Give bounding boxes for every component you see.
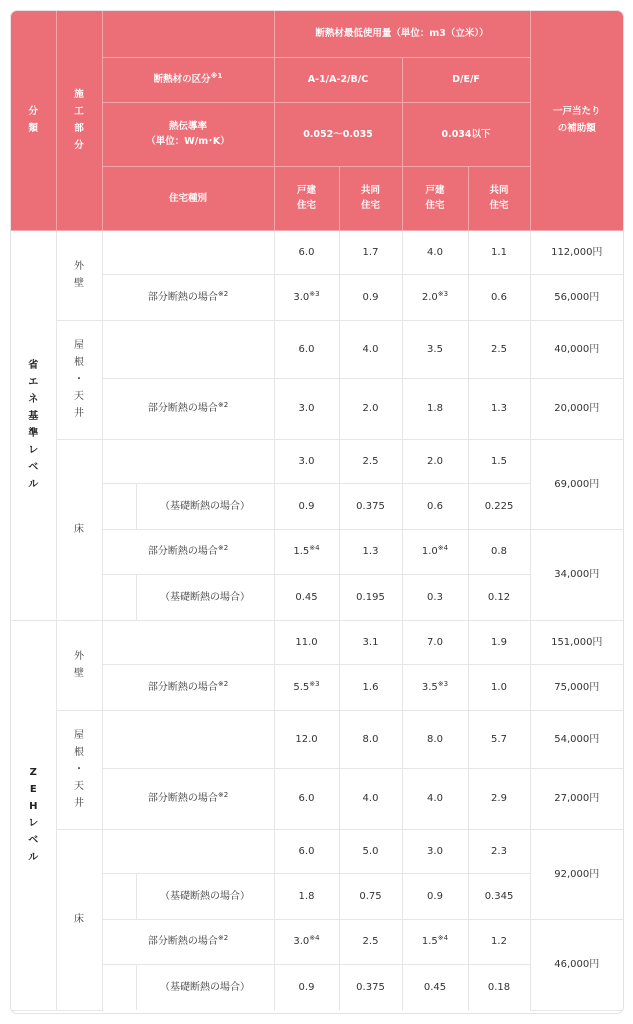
value-cell: 2.0 bbox=[402, 439, 468, 483]
type-d-header: D/E/F bbox=[402, 57, 530, 102]
blank-cell bbox=[102, 574, 136, 620]
partial-insulation-label: 部分断熱の場合$^{※2}$ bbox=[102, 919, 274, 964]
cond-a-value: 0.052〜0.035 bbox=[274, 102, 402, 166]
detached-d-header: 戸建住宅 bbox=[402, 166, 468, 230]
part-floor-label: 床 bbox=[56, 829, 102, 1010]
partial-insulation-label: 部分断熱の場合$^{※2}$ bbox=[102, 274, 274, 320]
value-cell: 6.0 bbox=[274, 768, 339, 829]
value-cell: 5.5$^{※3}$ bbox=[274, 664, 339, 710]
blank-cell bbox=[102, 829, 274, 873]
value-cell: 0.3 bbox=[402, 574, 468, 620]
value-cell: 1.3 bbox=[468, 378, 530, 439]
value-cell: 2.0$^{※3}$ bbox=[402, 274, 468, 320]
table-row bbox=[11, 230, 623, 274]
conductivity-header: 熱伝導率 （単位：W/m･K） bbox=[102, 102, 274, 166]
value-cell: 0.9 bbox=[402, 873, 468, 919]
value-cell: 4.0 bbox=[402, 230, 468, 274]
value-cell: 8.0 bbox=[402, 710, 468, 768]
subsidy-amount: 151,000円 bbox=[530, 620, 623, 664]
value-cell: 1.2 bbox=[468, 919, 530, 964]
value-cell: 12.0 bbox=[274, 710, 339, 768]
subsidy-amount: 34,000円 bbox=[530, 529, 623, 620]
value-cell: 4.0 bbox=[339, 768, 402, 829]
min-usage-header: 断熱材最低使用量（単位：m3（立米）） bbox=[274, 11, 530, 57]
value-cell: 3.1 bbox=[339, 620, 402, 664]
value-cell: 1.8 bbox=[402, 378, 468, 439]
value-cell: 3.0$^{※3}$ bbox=[274, 274, 339, 320]
part-roof-label: 屋 根 ・ 天 井 bbox=[56, 320, 102, 439]
value-cell: 4.0 bbox=[339, 320, 402, 378]
value-cell: 0.75 bbox=[339, 873, 402, 919]
value-cell: 6.0 bbox=[274, 829, 339, 873]
value-cell: 6.0 bbox=[274, 230, 339, 274]
value-cell: 2.9 bbox=[468, 768, 530, 829]
blank-cell bbox=[102, 964, 136, 1010]
subsidy-amount: 40,000円 bbox=[530, 320, 623, 378]
value-cell: 6.0 bbox=[274, 320, 339, 378]
value-cell: 0.45 bbox=[274, 574, 339, 620]
table-row bbox=[11, 274, 623, 320]
value-cell: 1.5 bbox=[468, 439, 530, 483]
value-cell: 3.5$^{※3}$ bbox=[402, 664, 468, 710]
value-cell: 1.5$^{※4}$ bbox=[274, 529, 339, 574]
cond-d-value: 0.034以下 bbox=[402, 102, 530, 166]
subsidy-amount: 27,000円 bbox=[530, 768, 623, 829]
value-cell: 0.225 bbox=[468, 483, 530, 529]
value-cell: 0.375 bbox=[339, 483, 402, 529]
subsidy-amount: 56,000円 bbox=[530, 274, 623, 320]
value-cell: 1.9 bbox=[468, 620, 530, 664]
part-header: 施 工 部 分 bbox=[56, 11, 102, 230]
subsidy-table-container bbox=[10, 10, 624, 1014]
value-cell: 0.9 bbox=[274, 483, 339, 529]
value-cell: 0.45 bbox=[402, 964, 468, 1010]
collective-a-header: 共同住宅 bbox=[339, 166, 402, 230]
value-cell: 8.0 bbox=[339, 710, 402, 768]
value-cell: 5.7 bbox=[468, 710, 530, 768]
value-cell: 2.3 bbox=[468, 829, 530, 873]
value-cell: 3.5 bbox=[402, 320, 468, 378]
value-cell: 0.345 bbox=[468, 873, 530, 919]
value-cell: 1.7 bbox=[339, 230, 402, 274]
value-cell: 2.0 bbox=[339, 378, 402, 439]
partial-insulation-label: 部分断熱の場合$^{※2}$ bbox=[102, 768, 274, 829]
table-row bbox=[11, 529, 623, 574]
value-cell: 0.375 bbox=[339, 964, 402, 1010]
value-cell: 2.5 bbox=[339, 919, 402, 964]
subsidy-header: 一戸当たりの補助額 bbox=[530, 11, 623, 230]
value-cell: 0.9 bbox=[274, 964, 339, 1010]
value-cell: 2.5 bbox=[339, 439, 402, 483]
table-row bbox=[11, 378, 623, 439]
value-cell: 0.12 bbox=[468, 574, 530, 620]
blank-cell bbox=[102, 320, 274, 378]
subsidy-amount: 20,000円 bbox=[530, 378, 623, 439]
value-cell: 3.0 bbox=[274, 378, 339, 439]
insulation-subsidy-table bbox=[11, 11, 623, 1011]
category-label: 省 エ ネ 基 準 レ ベ ル bbox=[11, 230, 56, 620]
value-cell: 3.0$^{※4}$ bbox=[274, 919, 339, 964]
foundation-insulation-label: （基礎断熱の場合） bbox=[136, 483, 274, 529]
value-cell: 0.8 bbox=[468, 529, 530, 574]
blank-cell bbox=[102, 439, 274, 483]
value-cell: 7.0 bbox=[402, 620, 468, 664]
subsidy-amount: 54,000円 bbox=[530, 710, 623, 768]
value-cell: 1.3 bbox=[339, 529, 402, 574]
value-cell: 3.0 bbox=[274, 439, 339, 483]
subsidy-amount: 92,000円 bbox=[530, 829, 623, 919]
value-cell: 0.6 bbox=[402, 483, 468, 529]
value-cell: 11.0 bbox=[274, 620, 339, 664]
foundation-insulation-label: （基礎断熱の場合） bbox=[136, 964, 274, 1010]
table-row bbox=[11, 768, 623, 829]
partial-insulation-label: 部分断熱の場合$^{※2}$ bbox=[102, 529, 274, 574]
table-row bbox=[11, 439, 623, 483]
blank-cell bbox=[102, 710, 274, 768]
table-row bbox=[11, 620, 623, 664]
value-cell: 2.5 bbox=[468, 320, 530, 378]
foundation-insulation-label: （基礎断熱の場合） bbox=[136, 873, 274, 919]
blank-cell bbox=[102, 620, 274, 664]
part-floor-label: 床 bbox=[56, 439, 102, 620]
value-cell: 0.18 bbox=[468, 964, 530, 1010]
subsidy-amount: 112,000円 bbox=[530, 230, 623, 274]
category-label: Z E H レ ベ ル bbox=[11, 620, 56, 1010]
value-cell: 1.6 bbox=[339, 664, 402, 710]
part-wall-label: 外 壁 bbox=[56, 230, 102, 320]
subsidy-amount: 69,000円 bbox=[530, 439, 623, 529]
blank-cell bbox=[102, 873, 136, 919]
detached-a-header: 戸建住宅 bbox=[274, 166, 339, 230]
value-cell: 3.0 bbox=[402, 829, 468, 873]
housing-type-header: 住宅種別 bbox=[102, 166, 274, 230]
value-cell: 1.5$^{※4}$ bbox=[402, 919, 468, 964]
value-cell: 0.9 bbox=[339, 274, 402, 320]
value-cell: 0.195 bbox=[339, 574, 402, 620]
table-row bbox=[11, 320, 623, 378]
table-body bbox=[11, 230, 623, 1010]
header-blank bbox=[102, 11, 274, 57]
part-wall-label: 外 壁 bbox=[56, 620, 102, 710]
type-a-header: A-1/A-2/B/C bbox=[274, 57, 402, 102]
table-row bbox=[11, 829, 623, 873]
collective-d-header: 共同住宅 bbox=[468, 166, 530, 230]
partial-insulation-label: 部分断熱の場合$^{※2}$ bbox=[102, 378, 274, 439]
value-cell: 4.0 bbox=[402, 768, 468, 829]
partial-insulation-label: 部分断熱の場合$^{※2}$ bbox=[102, 664, 274, 710]
value-cell: 1.8 bbox=[274, 873, 339, 919]
part-roof-label: 屋 根 ・ 天 井 bbox=[56, 710, 102, 829]
table-row bbox=[11, 710, 623, 768]
blank-cell bbox=[102, 483, 136, 529]
subsidy-amount: 75,000円 bbox=[530, 664, 623, 710]
value-cell: 1.0$^{※4}$ bbox=[402, 529, 468, 574]
insulation-type-header: 断熱材の区分$^{※1}$ bbox=[102, 57, 274, 102]
subsidy-amount: 46,000円 bbox=[530, 919, 623, 1010]
value-cell: 5.0 bbox=[339, 829, 402, 873]
table-row bbox=[11, 919, 623, 964]
category-header: 分 類 bbox=[11, 11, 56, 230]
foundation-insulation-label: （基礎断熱の場合） bbox=[136, 574, 274, 620]
value-cell: 1.1 bbox=[468, 230, 530, 274]
table-row bbox=[11, 664, 623, 710]
value-cell: 0.6 bbox=[468, 274, 530, 320]
value-cell: 1.0 bbox=[468, 664, 530, 710]
blank-cell bbox=[102, 230, 274, 274]
